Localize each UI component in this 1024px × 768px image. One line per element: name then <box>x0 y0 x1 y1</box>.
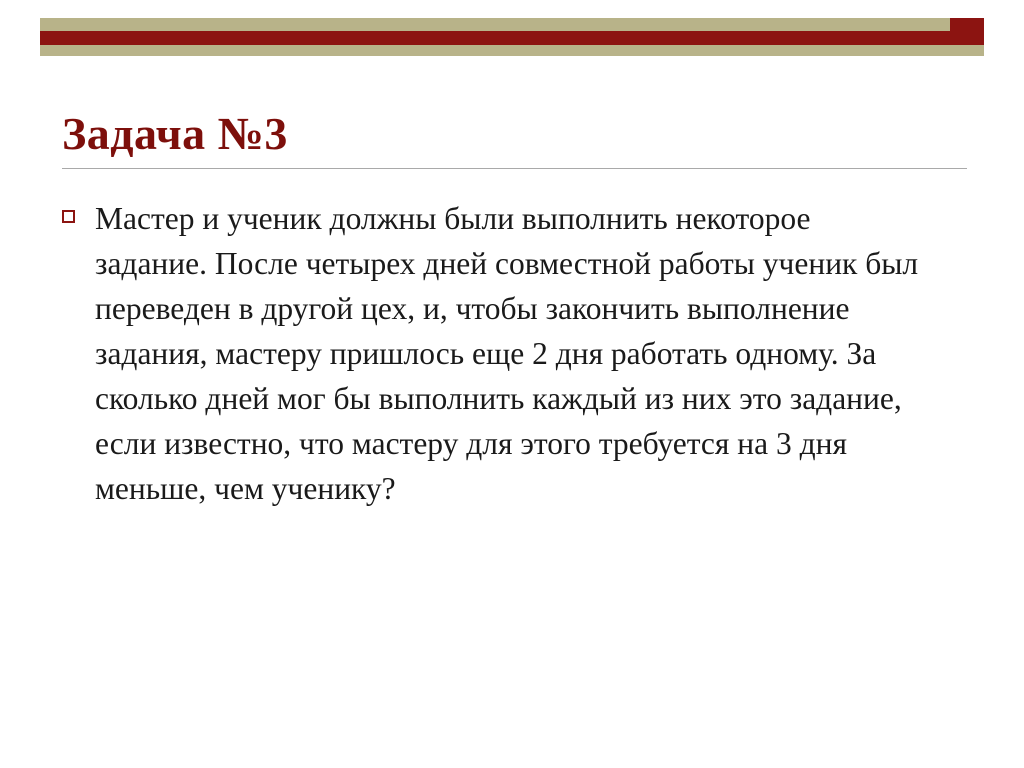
problem-statement-text: Мастер и ученик должны были выполнить некоторое задание. После четырех дней совместной работы ученик был переведен в другой цех, и, чтобы закончить выполнение задания, мастеру пришлось еще 2 дня работать одному. За сколько дней мог бы выполнить каждый из них это задание, если известно, что мастеру для этого требуется на 3 дня меньше, чем ученику? <box>95 201 919 507</box>
banner-accent-block-khaki <box>950 45 984 56</box>
title-area <box>62 110 962 169</box>
square-outline-bullet-icon <box>62 210 75 223</box>
page-title: Задача №3 <box>62 108 288 159</box>
banner-stripe-khaki-top <box>40 18 984 31</box>
banner-stripe-khaki-bottom <box>40 45 984 56</box>
decorative-header-banner <box>40 18 984 56</box>
banner-accent-block-dark <box>950 18 984 45</box>
body-area <box>62 196 982 511</box>
list-item <box>62 196 982 511</box>
banner-stripe-dark <box>40 31 984 45</box>
title-divider <box>62 168 967 169</box>
